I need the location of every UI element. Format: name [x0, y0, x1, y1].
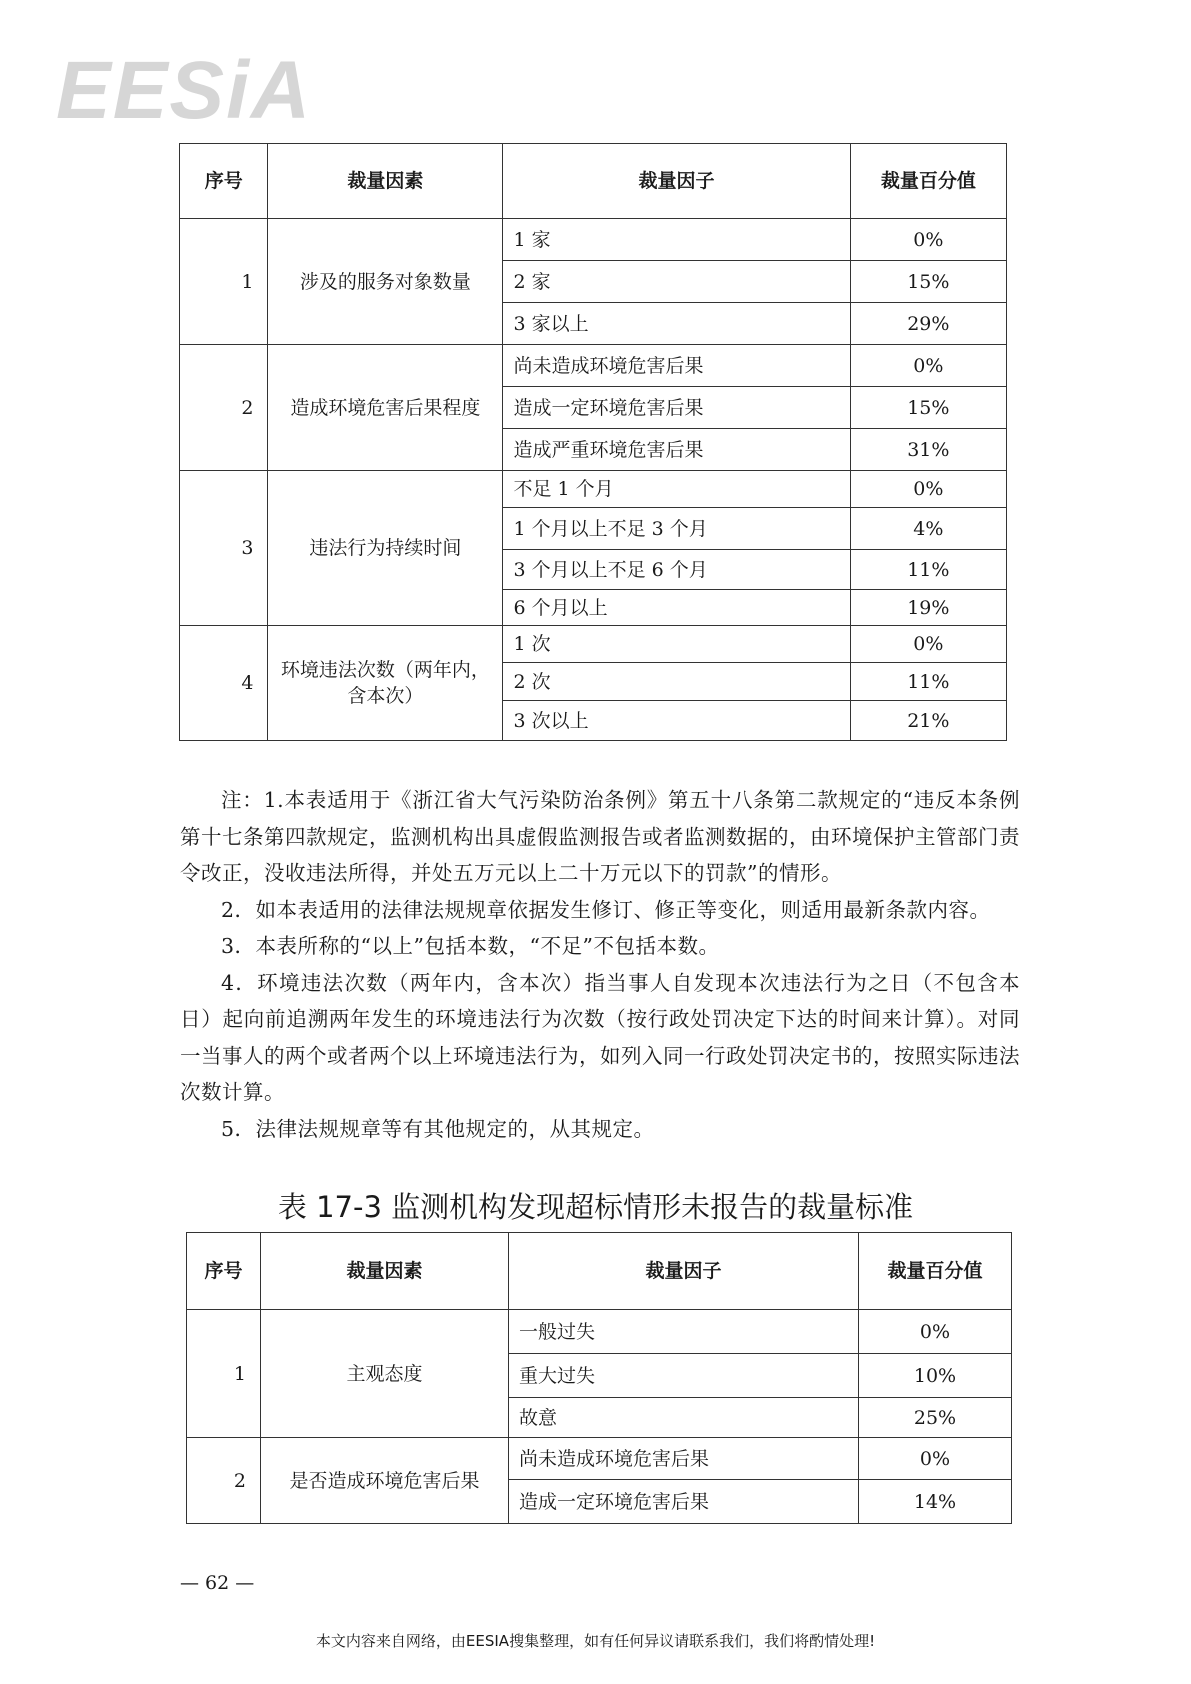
factor-cell: 主观态度: [261, 1310, 509, 1438]
item-cell: 3 个月以上不足 6 个月: [503, 550, 850, 590]
value-cell: 29%: [850, 303, 1006, 345]
table-row: [180, 626, 1007, 663]
item-cell: 造成一定环境危害后果: [509, 1480, 859, 1524]
value-cell: 10%: [859, 1354, 1012, 1398]
item-cell: 不足 1 个月: [503, 471, 850, 508]
value-cell: 0%: [859, 1310, 1012, 1354]
table-row: [187, 1310, 1012, 1354]
item-cell: 重大过失: [509, 1354, 859, 1398]
item-cell: 3 家以上: [503, 303, 850, 345]
item-cell: 3 次以上: [503, 701, 850, 741]
discretion-table-1: [179, 143, 1007, 741]
header-cell: 裁量因子: [503, 144, 850, 219]
factor-cell: 是否造成环境危害后果: [261, 1438, 509, 1524]
row-number: 4: [180, 626, 268, 741]
footer-disclaimer: 本文内容来自网络，由EESIA搜集整理，如有任何异议请联系我们，我们将酌情处理!: [315, 1632, 876, 1650]
value-cell: 19%: [850, 590, 1006, 626]
factor-cell: 涉及的服务对象数量: [268, 219, 503, 345]
note-paragraph: 4．环境违法次数（两年内，含本次）指当事人自发现本次违法行为之日（不包含本日）起向前追溯两年发生的环境违法行为次数（按行政处罚决定下达的时间来计算）。对同一当事人的两个或者两个以上环境违法行为，如列入同一行政处罚决定书的，按照实际违法次数计算。: [180, 970, 1020, 1104]
value-cell: 21%: [850, 701, 1006, 741]
table-row: [187, 1438, 1012, 1480]
table-row: [180, 471, 1007, 508]
table-header-row: [187, 1233, 1012, 1310]
note-paragraph: 2．如本表适用的法律法规规章依据发生修订、修正等变化，则适用最新条款内容。: [221, 897, 991, 922]
header-cell: 裁量因素: [261, 1233, 509, 1310]
item-cell: 1 个月以上不足 3 个月: [503, 508, 850, 550]
header-cell: 裁量因子: [509, 1233, 859, 1310]
value-cell: 25%: [859, 1398, 1012, 1438]
row-number: 1: [180, 219, 268, 345]
value-cell: 0%: [850, 345, 1006, 387]
item-cell: 1 家: [503, 219, 850, 261]
item-cell: 尚未造成环境危害后果: [509, 1438, 859, 1480]
item-cell: 1 次: [503, 626, 850, 663]
table-row: [180, 219, 1007, 261]
value-cell: 0%: [850, 626, 1006, 663]
item-cell: 故意: [509, 1398, 859, 1438]
eesia-logo: EESiA: [56, 45, 313, 136]
table-header-row: [180, 144, 1007, 219]
note-paragraph: 5．法律法规规章等有其他规定的，从其规定。: [221, 1116, 655, 1141]
item-cell: 尚未造成环境危害后果: [503, 345, 850, 387]
row-number: 3: [180, 471, 268, 626]
value-cell: 11%: [850, 550, 1006, 590]
discretion-table-2: [186, 1232, 1012, 1524]
value-cell: 14%: [859, 1480, 1012, 1524]
page-number: — 62 —: [180, 1572, 255, 1594]
header-cell: 裁量百分值: [859, 1233, 1012, 1310]
table-notes: [180, 782, 1020, 1147]
row-number: 2: [187, 1438, 261, 1524]
item-cell: 造成一定环境危害后果: [503, 387, 850, 429]
header-cell: 序号: [187, 1233, 261, 1310]
row-number: 1: [187, 1310, 261, 1438]
value-cell: 0%: [850, 219, 1006, 261]
value-cell: 15%: [850, 261, 1006, 303]
item-cell: 一般过失: [509, 1310, 859, 1354]
value-cell: 0%: [859, 1438, 1012, 1480]
factor-cell: 环境违法次数（两年内，含本次）: [268, 626, 503, 741]
row-number: 2: [180, 345, 268, 471]
table-2-title: 表 17-3 监测机构发现超标情形未报告的裁量标准: [277, 1190, 914, 1224]
item-cell: 6 个月以上: [503, 590, 850, 626]
value-cell: 15%: [850, 387, 1006, 429]
value-cell: 11%: [850, 663, 1006, 701]
value-cell: 31%: [850, 429, 1006, 471]
item-cell: 2 次: [503, 663, 850, 701]
header-cell: 裁量因素: [268, 144, 503, 219]
item-cell: 2 家: [503, 261, 850, 303]
header-cell: 序号: [180, 144, 268, 219]
header-cell: 裁量百分值: [850, 144, 1006, 219]
value-cell: 4%: [850, 508, 1006, 550]
value-cell: 0%: [850, 471, 1006, 508]
item-cell: 造成严重环境危害后果: [503, 429, 850, 471]
factor-cell: 造成环境危害后果程度: [268, 345, 503, 471]
table-row: [180, 345, 1007, 387]
note-paragraph: 3．本表所称的“以上”包括本数，“不足”不包括本数。: [221, 934, 720, 958]
note-paragraph: 注：1.本表适用于《浙江省大气污染防治条例》第五十八条第二款规定的“违反本条例第十七条第四款规定，监测机构出具虚假监测报告或者监测数据的，由环境保护主管部门责令改正，没收违法所得，并处五万元以上二十万元以下的罚款”的情形。: [180, 788, 1020, 885]
factor-cell: 违法行为持续时间: [268, 471, 503, 626]
